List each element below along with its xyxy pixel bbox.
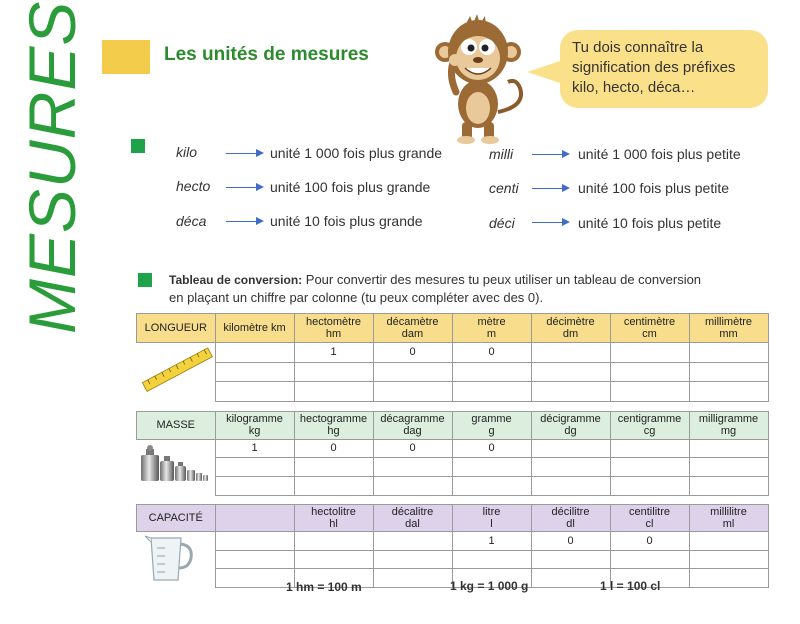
prefix-deca: déca bbox=[176, 213, 207, 229]
table-cell bbox=[689, 439, 768, 457]
table-cell bbox=[689, 476, 768, 495]
unit-dag: décagramme dag bbox=[373, 411, 452, 439]
table-cell: 0 bbox=[452, 343, 531, 363]
table-cell bbox=[452, 476, 531, 495]
table-cell bbox=[373, 382, 452, 402]
table-cell: 0 bbox=[452, 439, 531, 457]
jug-cell bbox=[137, 531, 216, 587]
prefix-hecto: hecto bbox=[176, 178, 211, 194]
table-cell bbox=[689, 550, 768, 568]
unit-g: gramme g bbox=[452, 411, 531, 439]
table-cell bbox=[373, 531, 452, 550]
meaning-deca: unité 10 fois plus grande bbox=[270, 213, 423, 229]
unit-cl: centilitre cl bbox=[610, 504, 689, 531]
table-cell bbox=[689, 382, 768, 402]
table-cell bbox=[610, 382, 689, 402]
ruler-icon bbox=[137, 343, 215, 398]
bullet-square-table bbox=[138, 273, 152, 287]
table-cell bbox=[294, 382, 373, 402]
table-cell bbox=[610, 343, 689, 363]
unit-mg: milligramme mg bbox=[689, 411, 768, 439]
page-title: Les unités de mesures bbox=[164, 44, 369, 65]
monkey-mascot-icon bbox=[428, 12, 528, 144]
unit-l: litre l bbox=[452, 504, 531, 531]
table-cell: 1 bbox=[294, 343, 373, 363]
table-cell: 0 bbox=[531, 531, 610, 550]
table-cell bbox=[452, 550, 531, 568]
conversion-intro bbox=[169, 271, 769, 307]
table-cell bbox=[610, 362, 689, 382]
prefix-centi: centi bbox=[489, 180, 519, 196]
meaning-deci: unité 10 fois plus petite bbox=[578, 215, 722, 231]
equivalence-kg: 1 kg = 1 000 g bbox=[450, 579, 529, 593]
table-cell bbox=[294, 457, 373, 476]
table-cell bbox=[610, 550, 689, 568]
arrow-icon bbox=[226, 187, 262, 188]
bubble-line-1: Tu dois connaître la bbox=[572, 39, 704, 56]
table-cell bbox=[452, 362, 531, 382]
table-spacer bbox=[137, 401, 769, 411]
table-cell bbox=[531, 550, 610, 568]
measuring-jug-icon bbox=[137, 532, 215, 584]
longueur-label: LONGUEUR bbox=[137, 314, 216, 343]
table-cell bbox=[689, 343, 768, 363]
table-cell bbox=[531, 476, 610, 495]
unit-mm: millimètre mm bbox=[689, 314, 768, 343]
unit-dl: décilitre dl bbox=[531, 504, 610, 531]
weights-icon bbox=[137, 441, 215, 491]
table-cell bbox=[215, 457, 294, 476]
table-cell: 0 bbox=[373, 343, 452, 363]
unit-hl: hectolitre hl bbox=[294, 504, 373, 531]
table-cell bbox=[452, 457, 531, 476]
table-cell bbox=[373, 476, 452, 495]
table-cell bbox=[531, 439, 610, 457]
table-cell: 0 bbox=[373, 439, 452, 457]
capacite-label: CAPACITÉ bbox=[137, 504, 216, 531]
arrow-icon bbox=[226, 221, 262, 222]
arrow-icon bbox=[532, 154, 568, 155]
arrow-icon bbox=[532, 188, 568, 189]
unit-km: kilomètre km bbox=[215, 314, 294, 343]
prefix-kilo: kilo bbox=[176, 144, 198, 160]
unit-empty bbox=[215, 504, 294, 531]
table-cell: 0 bbox=[294, 439, 373, 457]
arrow-icon bbox=[226, 153, 262, 154]
intro-line-2: en plaçant un chiffre par colonne (tu peux compléter avec des 0). bbox=[169, 290, 544, 305]
unit-dal: décalitre dal bbox=[373, 504, 452, 531]
speech-bubble bbox=[560, 30, 768, 108]
table-cell bbox=[294, 362, 373, 382]
unit-dm: décimètre dm bbox=[531, 314, 610, 343]
title-square bbox=[102, 40, 150, 74]
table-cell bbox=[610, 439, 689, 457]
table-cell bbox=[294, 476, 373, 495]
table-cell bbox=[610, 476, 689, 495]
unit-hm: hectomètre hm bbox=[294, 314, 373, 343]
table-cell bbox=[373, 568, 452, 587]
table-cell bbox=[689, 457, 768, 476]
table-cell bbox=[373, 550, 452, 568]
table-cell bbox=[215, 568, 294, 587]
table-cell bbox=[531, 382, 610, 402]
conversion-table bbox=[136, 313, 769, 588]
unit-kg: kilogramme kg bbox=[215, 411, 294, 439]
table-cell bbox=[215, 362, 294, 382]
meaning-kilo: unité 1 000 fois plus grande bbox=[270, 145, 443, 161]
masse-label: MASSE bbox=[137, 411, 216, 439]
unit-ml: millilitre ml bbox=[689, 504, 768, 531]
table-cell bbox=[452, 382, 531, 402]
table-cell bbox=[294, 550, 373, 568]
bubble-line-2: signification des préfixes bbox=[572, 59, 736, 76]
table-cell bbox=[373, 457, 452, 476]
table-cell: 1 bbox=[215, 439, 294, 457]
prefix-milli: milli bbox=[489, 146, 514, 162]
arrow-icon bbox=[532, 222, 568, 223]
ruler-cell bbox=[137, 343, 216, 402]
unit-m: mètre m bbox=[452, 314, 531, 343]
table-cell bbox=[215, 550, 294, 568]
table-cell bbox=[215, 476, 294, 495]
table-cell bbox=[531, 343, 610, 363]
table-cell: 0 bbox=[610, 531, 689, 550]
unit-dg: décigramme dg bbox=[531, 411, 610, 439]
meaning-centi: unité 100 fois plus petite bbox=[578, 180, 729, 196]
table-cell bbox=[610, 457, 689, 476]
table-cell bbox=[689, 568, 768, 587]
table-cell bbox=[215, 382, 294, 402]
table-cell bbox=[531, 457, 610, 476]
table-cell: 1 bbox=[452, 531, 531, 550]
unit-dam: décamètre dam bbox=[373, 314, 452, 343]
prefix-deci: déci bbox=[489, 215, 515, 231]
bubble-line-3: kilo, hecto, déca… bbox=[572, 79, 696, 96]
table-cell bbox=[294, 531, 373, 550]
table-cell bbox=[531, 568, 610, 587]
table-cell bbox=[373, 362, 452, 382]
table-cell bbox=[531, 362, 610, 382]
speech-bubble-tail bbox=[527, 60, 563, 84]
bullet-square-prefixes bbox=[131, 139, 145, 153]
table-cell bbox=[215, 343, 294, 363]
equivalence-l: 1 l = 100 cl bbox=[600, 579, 661, 593]
meaning-milli: unité 1 000 fois plus petite bbox=[578, 146, 741, 162]
intro-bold: Tableau de conversion: bbox=[169, 273, 303, 287]
unit-hg: hectogramme hg bbox=[294, 411, 373, 439]
weights-cell bbox=[137, 439, 216, 495]
table-cell bbox=[215, 531, 294, 550]
unit-cm: centimètre cm bbox=[610, 314, 689, 343]
table-spacer bbox=[137, 495, 769, 504]
table-cell bbox=[689, 531, 768, 550]
table-cell bbox=[689, 362, 768, 382]
meaning-hecto: unité 100 fois plus grande bbox=[270, 179, 431, 195]
unit-cg: centigramme cg bbox=[610, 411, 689, 439]
equivalence-hm: 1 hm = 100 m bbox=[286, 580, 362, 594]
intro-line-1: Pour convertir des mesures tu peux utiliser un tableau de conversion bbox=[302, 272, 702, 287]
side-title: MESURES bbox=[15, 0, 89, 334]
